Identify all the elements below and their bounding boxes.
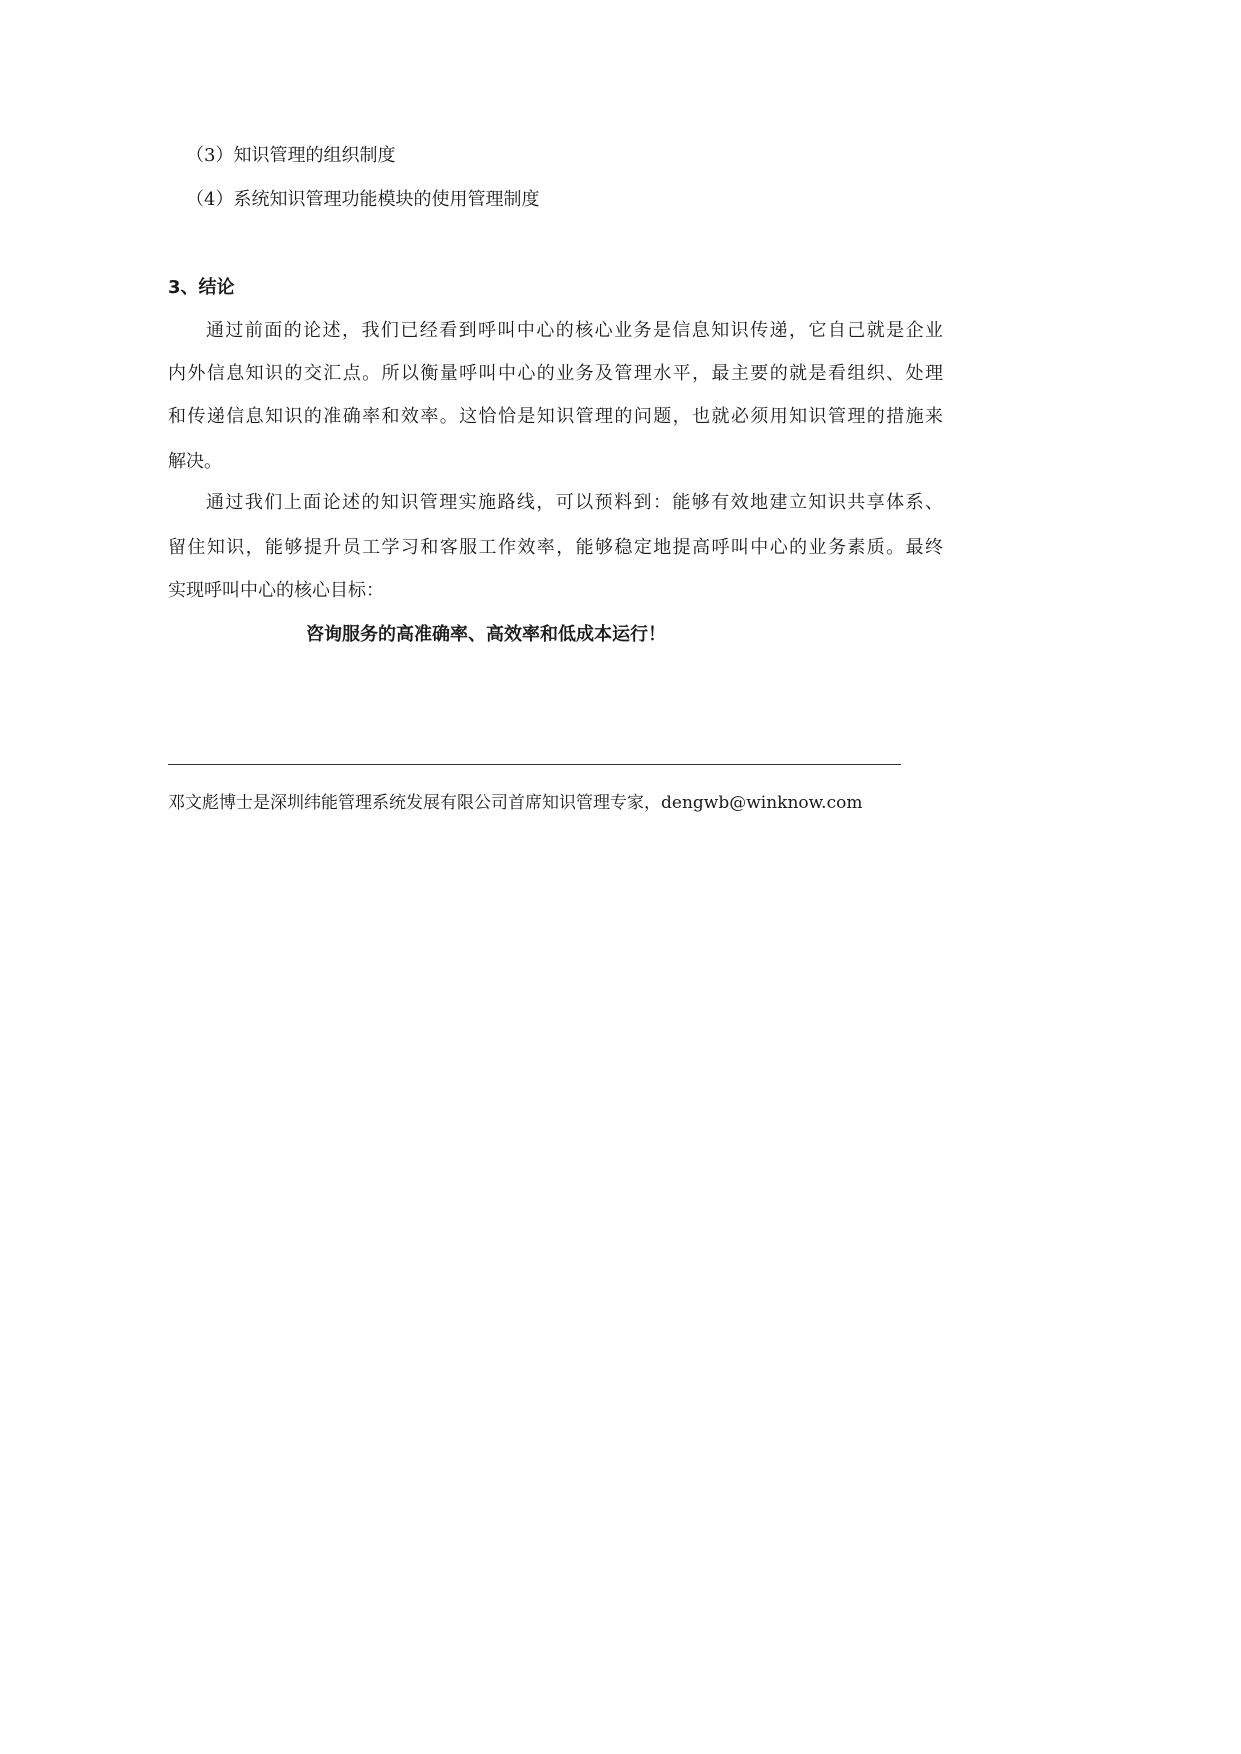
paragraph-line: 解决。 [168,451,222,472]
paragraph-line: 通过我们上面论述的知识管理实施路线，可以预料到：能够有效地建立知识共享体系、 [206,492,943,513]
list-item-3: （3）知识管理的组织制度 [186,145,396,166]
section-heading: 3、结论 [168,277,235,298]
paragraph-line: 和传递信息知识的准确率和效率。这恰恰是知识管理的问题，也就必须用知识管理的措施来 [168,406,943,427]
paragraph-line: 留住知识，能够提升员工学习和客服工作效率，能够稳定地提高呼叫中心的业务素质。最终 [168,537,943,558]
footnote-divider [168,764,901,765]
author-footnote: 邓文彪博士是深圳纬能管理系统发展有限公司首席知识管理专家，dengwb@winknow.com [168,793,863,813]
paragraph-line: 通过前面的论述，我们已经看到呼叫中心的核心业务是信息知识传递，它自己就是企业 [206,320,943,341]
paragraph-line: 实现呼叫中心的核心目标： [168,580,384,601]
list-item-4: （4）系统知识管理功能模块的使用管理制度 [186,189,540,210]
conclusion-slogan: 咨询服务的高准确率、高效率和低成本运行！ [306,624,666,645]
paragraph-line: 内外信息知识的交汇点。所以衡量呼叫中心的业务及管理水平，最主要的就是看组织、处理 [168,363,943,384]
